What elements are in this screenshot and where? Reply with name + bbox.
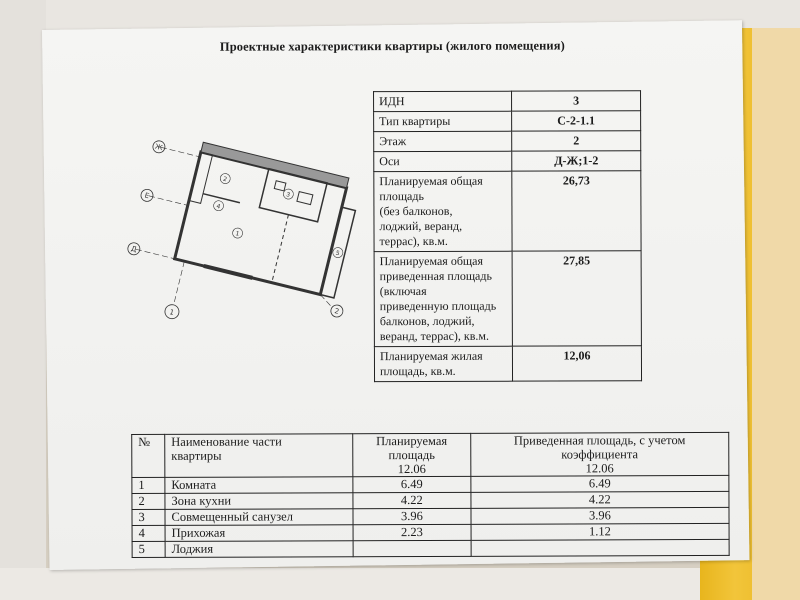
characteristics-table bbox=[373, 90, 642, 382]
axis-label: Д bbox=[130, 244, 138, 254]
row-reduced: 3.96 bbox=[471, 507, 729, 524]
row-name: Зона кухни bbox=[165, 493, 353, 510]
row-area: 4.22 bbox=[353, 492, 471, 508]
total-reduced: 12.06 bbox=[585, 461, 614, 476]
room-number: 1 bbox=[234, 230, 241, 238]
label-line: (включая bbox=[379, 283, 427, 299]
row-num: 4 bbox=[132, 525, 165, 541]
row-name: Совмещенный санузел bbox=[165, 509, 353, 526]
axis-line bbox=[174, 261, 185, 305]
char-row-idn bbox=[374, 91, 641, 112]
char-row-total-area bbox=[374, 171, 641, 252]
label-line: Планируемая общая bbox=[379, 253, 484, 269]
char-row-living-area bbox=[374, 346, 641, 382]
char-value: 26,73 bbox=[512, 171, 641, 251]
label-line: площадь, кв.м. bbox=[379, 363, 456, 379]
label-line: площадь bbox=[379, 188, 424, 204]
label-line: (без балконов, bbox=[379, 203, 453, 219]
header-line: Наименование части bbox=[171, 434, 282, 449]
char-row-type bbox=[374, 111, 641, 132]
header-name bbox=[165, 434, 353, 478]
row-reduced: 6.49 bbox=[471, 475, 729, 492]
axis-label: 1 bbox=[168, 308, 175, 318]
char-label bbox=[374, 346, 512, 381]
rooms-table bbox=[131, 432, 729, 558]
header-line: квартиры bbox=[171, 448, 222, 463]
char-value: 2 bbox=[512, 131, 641, 151]
label-line: Планируемая общая bbox=[379, 173, 483, 189]
axis-label: 2 bbox=[333, 307, 340, 316]
row-name: Прихожая bbox=[165, 525, 353, 542]
plan-fixture bbox=[274, 181, 286, 191]
row-area: 2.23 bbox=[353, 524, 471, 540]
char-value: С-2-1.1 bbox=[512, 111, 641, 131]
room-number: 2 bbox=[222, 175, 228, 184]
char-value: Д-Ж;1-2 bbox=[512, 151, 641, 171]
rooms-header-row bbox=[132, 432, 729, 477]
room-number: 3 bbox=[285, 191, 291, 199]
axis-line bbox=[161, 147, 200, 157]
char-label: Оси bbox=[374, 151, 512, 171]
label-line: Планируемая жилая bbox=[379, 348, 483, 364]
char-label: Тип квартиры bbox=[374, 111, 512, 131]
char-row-reduced-area bbox=[374, 251, 641, 347]
row-num: 2 bbox=[132, 493, 165, 509]
char-value: 3 bbox=[512, 91, 641, 111]
row-area: 3.96 bbox=[353, 508, 471, 524]
row-reduced: 1.12 bbox=[471, 523, 729, 540]
row-name: Комната bbox=[165, 477, 353, 494]
header-line: площадь bbox=[388, 447, 435, 463]
axis-line bbox=[136, 249, 175, 259]
char-row-axes bbox=[374, 151, 641, 172]
floor-plan-drawing bbox=[130, 135, 364, 346]
axis-label: Е bbox=[143, 191, 150, 201]
row-area bbox=[353, 540, 471, 556]
row-area: 6.49 bbox=[353, 476, 471, 492]
header-line: Приведенная площадь, с учетом bbox=[513, 433, 686, 448]
plan-fixture bbox=[297, 192, 313, 205]
plan-partition-dashed bbox=[272, 215, 289, 283]
document-title: Проектные характеристики квартиры (жилого помещения) bbox=[219, 38, 565, 54]
char-label: Этаж bbox=[374, 131, 512, 151]
total-area: 12.06 bbox=[397, 461, 426, 477]
axis-line bbox=[149, 196, 188, 206]
char-label bbox=[374, 251, 512, 346]
char-label bbox=[374, 171, 512, 251]
room-number: 4 bbox=[215, 202, 222, 211]
label-line: лоджий, веранд, bbox=[379, 218, 463, 234]
document-sheet bbox=[42, 20, 749, 570]
table-row bbox=[132, 539, 729, 557]
row-reduced: 4.22 bbox=[471, 491, 729, 508]
folder-edge bbox=[752, 28, 800, 600]
header-line: Планируемая bbox=[376, 433, 448, 449]
plan-window bbox=[204, 266, 253, 278]
char-value: 27,85 bbox=[512, 251, 641, 346]
header-line: коэффициента bbox=[561, 447, 639, 462]
background-surface-bottom bbox=[0, 568, 800, 600]
row-num: 1 bbox=[132, 477, 165, 493]
row-num: 5 bbox=[132, 541, 165, 557]
row-name: Лоджия bbox=[165, 541, 353, 558]
room-number: 5 bbox=[334, 249, 341, 258]
header-area bbox=[353, 433, 471, 476]
label-line: террас), кв.м. bbox=[379, 233, 448, 249]
label-line: приведенная площадь bbox=[379, 268, 492, 284]
char-row-floor bbox=[374, 131, 641, 152]
row-num: 3 bbox=[132, 509, 165, 525]
char-label: ИДН bbox=[374, 91, 512, 111]
label-line: приведенную площадь bbox=[379, 298, 497, 314]
label-line: балконов, лоджий, bbox=[379, 313, 475, 329]
char-value: 12,06 bbox=[512, 346, 641, 381]
header-reduced bbox=[470, 432, 728, 476]
row-reduced bbox=[471, 539, 729, 556]
header-num: № bbox=[132, 434, 165, 477]
background-surface-left bbox=[0, 0, 46, 600]
label-line: веранд, террас), кв.м. bbox=[379, 328, 489, 344]
axis-label: Ж bbox=[154, 142, 164, 153]
